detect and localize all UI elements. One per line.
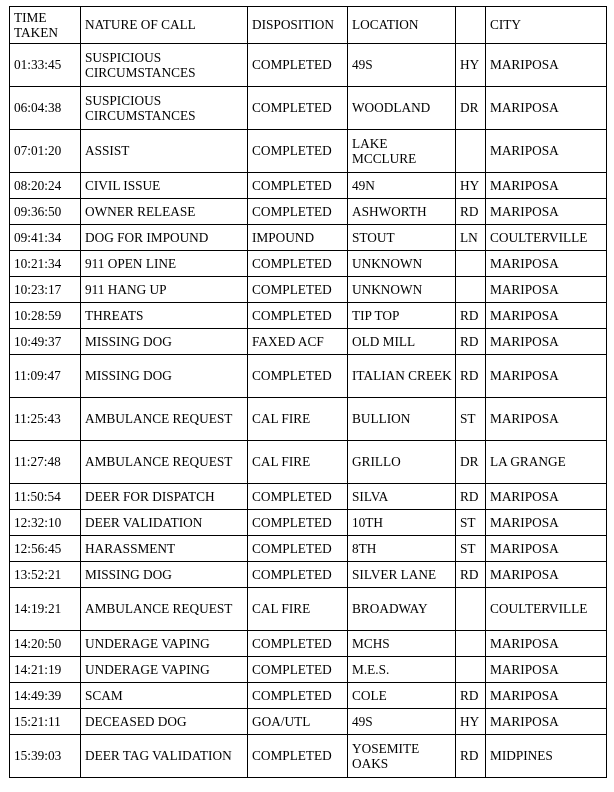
cell-nature-of-call: DEER FOR DISPATCH — [81, 484, 248, 510]
cell-nature-of-call: UNDERAGE VAPING — [81, 631, 248, 657]
cell-city: COULTERVILLE — [486, 588, 607, 631]
cell-street-suffix: RD — [456, 303, 486, 329]
table-row — [10, 277, 607, 303]
cell-nature-of-call: DEER TAG VALIDATION — [81, 735, 248, 778]
cell-nature-of-call: OWNER RELEASE — [81, 199, 248, 225]
cell-nature-of-call: DOG FOR IMPOUND — [81, 225, 248, 251]
cell-nature-of-call: 911 OPEN LINE — [81, 251, 248, 277]
cell-disposition: COMPLETED — [248, 130, 348, 173]
cell-city: MARIPOSA — [486, 87, 607, 130]
cell-time-taken: 15:21:11 — [10, 709, 81, 735]
cell-location: BULLION — [348, 398, 456, 441]
cell-location: GRILLO — [348, 441, 456, 484]
table-row — [10, 441, 607, 484]
cell-disposition: COMPLETED — [248, 683, 348, 709]
cell-time-taken: 09:36:50 — [10, 199, 81, 225]
table-row — [10, 631, 607, 657]
cell-city: MIDPINES — [486, 735, 607, 778]
cell-location: ASHWORTH — [348, 199, 456, 225]
cell-city: MARIPOSA — [486, 329, 607, 355]
cell-location: ITALIAN CREEK — [348, 355, 456, 398]
cell-time-taken: 13:52:21 — [10, 562, 81, 588]
call-log-body — [10, 44, 607, 778]
cell-nature-of-call: DECEASED DOG — [81, 709, 248, 735]
cell-nature-of-call: AMBULANCE REQUEST — [81, 398, 248, 441]
cell-time-taken: 11:09:47 — [10, 355, 81, 398]
cell-time-taken: 12:32:10 — [10, 510, 81, 536]
cell-city: MARIPOSA — [486, 536, 607, 562]
cell-disposition: COMPLETED — [248, 44, 348, 87]
table-row — [10, 225, 607, 251]
cell-disposition: COMPLETED — [248, 536, 348, 562]
cell-street-suffix: HY — [456, 44, 486, 87]
cell-city: MARIPOSA — [486, 683, 607, 709]
cell-street-suffix — [456, 631, 486, 657]
table-row — [10, 303, 607, 329]
cell-location: SILVER LANE — [348, 562, 456, 588]
cell-street-suffix: ST — [456, 510, 486, 536]
cell-location: 10TH — [348, 510, 456, 536]
cell-disposition: COMPLETED — [248, 303, 348, 329]
cell-street-suffix: RD — [456, 484, 486, 510]
cell-city: MARIPOSA — [486, 130, 607, 173]
cell-city: LA GRANGE — [486, 441, 607, 484]
cell-disposition: COMPLETED — [248, 277, 348, 303]
column-header-location: LOCATION — [348, 7, 456, 44]
column-header-city: CITY — [486, 7, 607, 44]
cell-time-taken: 11:27:48 — [10, 441, 81, 484]
cell-street-suffix — [456, 588, 486, 631]
cell-nature-of-call: SUSPICIOUS CIRCUMSTANCES — [81, 44, 248, 87]
cell-disposition: COMPLETED — [248, 199, 348, 225]
cell-location: 49N — [348, 173, 456, 199]
cell-city: MARIPOSA — [486, 251, 607, 277]
cell-location: UNKNOWN — [348, 277, 456, 303]
column-header-disposition: DISPOSITION — [248, 7, 348, 44]
cell-time-taken: 10:21:34 — [10, 251, 81, 277]
cell-location: 49S — [348, 709, 456, 735]
cell-nature-of-call: AMBULANCE REQUEST — [81, 588, 248, 631]
cell-time-taken: 06:04:38 — [10, 87, 81, 130]
cell-street-suffix: RD — [456, 683, 486, 709]
table-row — [10, 87, 607, 130]
column-header-nature: NATURE OF CALL — [81, 7, 248, 44]
cell-time-taken: 15:39:03 — [10, 735, 81, 778]
cell-street-suffix: RD — [456, 199, 486, 225]
cell-location: STOUT — [348, 225, 456, 251]
table-row — [10, 510, 607, 536]
table-row — [10, 398, 607, 441]
table-row — [10, 536, 607, 562]
table-row — [10, 329, 607, 355]
cell-time-taken: 14:19:21 — [10, 588, 81, 631]
cell-street-suffix — [456, 657, 486, 683]
cell-location: TIP TOP — [348, 303, 456, 329]
cell-city: MARIPOSA — [486, 199, 607, 225]
cell-city: COULTERVILLE — [486, 225, 607, 251]
cell-nature-of-call: HARASSMENT — [81, 536, 248, 562]
cell-street-suffix: RD — [456, 355, 486, 398]
cell-city: MARIPOSA — [486, 657, 607, 683]
cell-street-suffix — [456, 277, 486, 303]
cell-disposition: IMPOUND — [248, 225, 348, 251]
cell-street-suffix — [456, 130, 486, 173]
cell-time-taken: 08:20:24 — [10, 173, 81, 199]
cell-city: MARIPOSA — [486, 398, 607, 441]
cell-time-taken: 14:20:50 — [10, 631, 81, 657]
cell-location: LAKE MCCLURE — [348, 130, 456, 173]
cell-location: UNKNOWN — [348, 251, 456, 277]
cell-disposition: COMPLETED — [248, 173, 348, 199]
table-row — [10, 251, 607, 277]
cell-disposition: GOA/UTL — [248, 709, 348, 735]
cell-city: MARIPOSA — [486, 631, 607, 657]
cell-location: YOSEMITE OAKS — [348, 735, 456, 778]
cell-disposition: COMPLETED — [248, 657, 348, 683]
cell-disposition: CAL FIRE — [248, 588, 348, 631]
table-row — [10, 562, 607, 588]
cell-nature-of-call: SCAM — [81, 683, 248, 709]
cell-nature-of-call: DEER VALIDATION — [81, 510, 248, 536]
header-row — [10, 7, 607, 44]
cell-time-taken: 11:25:43 — [10, 398, 81, 441]
cell-disposition: COMPLETED — [248, 87, 348, 130]
cell-nature-of-call: MISSING DOG — [81, 562, 248, 588]
cell-location: BROADWAY — [348, 588, 456, 631]
column-header-time: TIME TAKEN — [10, 7, 81, 44]
cell-street-suffix: RD — [456, 735, 486, 778]
cell-street-suffix: ST — [456, 398, 486, 441]
cell-street-suffix: HY — [456, 173, 486, 199]
cell-disposition: COMPLETED — [248, 484, 348, 510]
cell-disposition: COMPLETED — [248, 735, 348, 778]
cell-street-suffix: RD — [456, 329, 486, 355]
cell-city: MARIPOSA — [486, 277, 607, 303]
cell-time-taken: 01:33:45 — [10, 44, 81, 87]
table-row — [10, 484, 607, 510]
cell-nature-of-call: THREATS — [81, 303, 248, 329]
cell-nature-of-call: SUSPICIOUS CIRCUMSTANCES — [81, 87, 248, 130]
table-row — [10, 735, 607, 778]
cell-nature-of-call: UNDERAGE VAPING — [81, 657, 248, 683]
cell-nature-of-call: CIVIL ISSUE — [81, 173, 248, 199]
cell-city: MARIPOSA — [486, 484, 607, 510]
cell-disposition: COMPLETED — [248, 510, 348, 536]
cell-time-taken: 10:23:17 — [10, 277, 81, 303]
cell-time-taken: 10:28:59 — [10, 303, 81, 329]
cell-location: WOODLAND — [348, 87, 456, 130]
cell-disposition: CAL FIRE — [248, 398, 348, 441]
cell-street-suffix: LN — [456, 225, 486, 251]
cell-time-taken: 09:41:34 — [10, 225, 81, 251]
cell-city: MARIPOSA — [486, 355, 607, 398]
cell-nature-of-call: MISSING DOG — [81, 355, 248, 398]
cell-city: MARIPOSA — [486, 562, 607, 588]
column-header-suffix — [456, 7, 486, 44]
cell-nature-of-call: AMBULANCE REQUEST — [81, 441, 248, 484]
table-row — [10, 683, 607, 709]
cell-city: MARIPOSA — [486, 303, 607, 329]
cell-nature-of-call: MISSING DOG — [81, 329, 248, 355]
call-log-table — [9, 6, 607, 778]
table-row — [10, 657, 607, 683]
cell-time-taken: 10:49:37 — [10, 329, 81, 355]
cell-location: M.E.S. — [348, 657, 456, 683]
cell-location: 8TH — [348, 536, 456, 562]
table-row — [10, 44, 607, 87]
cell-location: OLD MILL — [348, 329, 456, 355]
cell-disposition: FAXED ACF — [248, 329, 348, 355]
table-row — [10, 709, 607, 735]
table-row — [10, 173, 607, 199]
cell-street-suffix: HY — [456, 709, 486, 735]
cell-disposition: COMPLETED — [248, 631, 348, 657]
cell-disposition: CAL FIRE — [248, 441, 348, 484]
cell-location: SILVA — [348, 484, 456, 510]
cell-nature-of-call: 911 HANG UP — [81, 277, 248, 303]
cell-location: COLE — [348, 683, 456, 709]
cell-street-suffix: DR — [456, 87, 486, 130]
cell-time-taken: 07:01:20 — [10, 130, 81, 173]
cell-nature-of-call: ASSIST — [81, 130, 248, 173]
table-row — [10, 199, 607, 225]
cell-city: MARIPOSA — [486, 44, 607, 87]
cell-street-suffix: DR — [456, 441, 486, 484]
table-row — [10, 588, 607, 631]
cell-city: MARIPOSA — [486, 173, 607, 199]
cell-disposition: COMPLETED — [248, 251, 348, 277]
cell-location: 49S — [348, 44, 456, 87]
cell-location: MCHS — [348, 631, 456, 657]
cell-city: MARIPOSA — [486, 510, 607, 536]
table-row — [10, 355, 607, 398]
cell-disposition: COMPLETED — [248, 355, 348, 398]
cell-street-suffix: RD — [456, 562, 486, 588]
cell-time-taken: 12:56:45 — [10, 536, 81, 562]
table-row — [10, 130, 607, 173]
cell-street-suffix: ST — [456, 536, 486, 562]
cell-time-taken: 14:49:39 — [10, 683, 81, 709]
cell-disposition: COMPLETED — [248, 562, 348, 588]
cell-city: MARIPOSA — [486, 709, 607, 735]
cell-time-taken: 11:50:54 — [10, 484, 81, 510]
cell-street-suffix — [456, 251, 486, 277]
cell-time-taken: 14:21:19 — [10, 657, 81, 683]
